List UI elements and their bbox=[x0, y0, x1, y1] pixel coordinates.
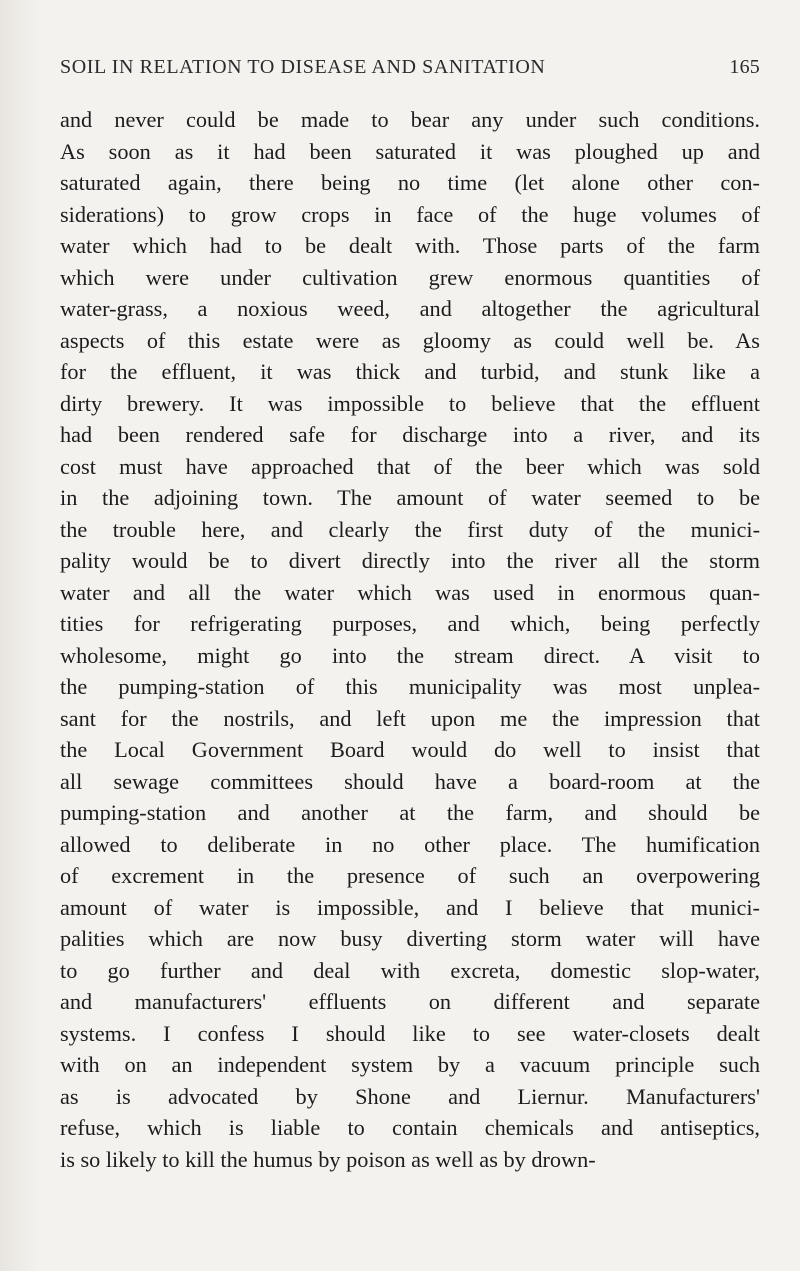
text-line: all sewage committees should have a board-room at the bbox=[60, 768, 760, 794]
text-line: which were under cultivation grew enormous quantities of bbox=[60, 264, 760, 290]
text-line: and manufacturers' effluents on different and separate bbox=[60, 989, 760, 1014]
text-line: in the adjoining town. The amount of water seemed to be bbox=[60, 485, 760, 510]
text-line: cost must have approached that of the beer which was sold bbox=[60, 453, 760, 479]
text-line: of excrement in the presence of such an overpowering bbox=[60, 863, 760, 888]
text-line: the Local Government Board would do well to insist that bbox=[60, 737, 760, 762]
text-line: to go further and deal with excreta, domestic slop-water, bbox=[60, 957, 760, 983]
text-line: the trouble here, and clearly the first duty of the munici- bbox=[60, 516, 760, 542]
text-line: is so likely to kill the humus by poison as well as by drown- bbox=[60, 1146, 596, 1172]
text-line: and never could be made to bear any under such conditions. bbox=[60, 107, 760, 132]
text-line: water-grass, a noxious weed, and altogether the agricultural bbox=[60, 296, 760, 321]
text-line: palities which are now busy diverting storm water will have bbox=[60, 926, 760, 951]
text-line: the pumping-station of this municipality was most unplea- bbox=[60, 674, 760, 699]
text-line: pumping-station and another at the farm, and should be bbox=[60, 800, 760, 825]
text-line: wholesome, might go into the stream direct. A visit to bbox=[60, 642, 760, 668]
text-line: as is advocated by Shone and Liernur. Manufacturers' bbox=[60, 1083, 760, 1109]
text-line: refuse, which is liable to contain chemicals and antiseptics, bbox=[60, 1115, 760, 1140]
text-line: saturated again, there being no time (let alone other con- bbox=[60, 170, 760, 195]
text-line: water and all the water which was used in enormous quan- bbox=[60, 579, 760, 605]
text-line: dirty brewery. It was impossible to believe that the effluent bbox=[60, 390, 760, 416]
text-line: systems. I confess I should like to see water-closets dealt bbox=[60, 1020, 760, 1046]
running-header bbox=[60, 56, 760, 79]
text-line: water which had to be dealt with. Those parts of the farm bbox=[60, 233, 760, 258]
text-line: amount of water is impossible, and I believe that munici- bbox=[60, 894, 760, 920]
text-line: had been rendered safe for discharge into a river, and its bbox=[60, 422, 760, 447]
text-line: pality would be to divert directly into the river all the storm bbox=[60, 548, 760, 573]
page-number: 165 bbox=[729, 56, 760, 78]
text-line: allowed to deliberate in no other place. The humification bbox=[60, 831, 760, 857]
text-line: siderations) to grow crops in face of the huge volumes of bbox=[60, 201, 760, 227]
running-title: SOIL IN RELATION TO DISEASE AND SANITATION bbox=[60, 56, 546, 78]
text-line: aspects of this estate were as gloomy as could well be. As bbox=[60, 327, 760, 353]
body-paragraph bbox=[60, 104, 760, 1175]
text-line: with on an independent system by a vacuum principle such bbox=[60, 1052, 760, 1077]
text-line: As soon as it had been saturated it was ploughed up and bbox=[60, 138, 760, 164]
text-line: for the effluent, it was thick and turbid, and stunk like a bbox=[60, 359, 760, 384]
text-line: sant for the nostrils, and left upon me the impression that bbox=[60, 705, 760, 731]
text-line: tities for refrigerating purposes, and which, being perfectly bbox=[60, 611, 760, 636]
